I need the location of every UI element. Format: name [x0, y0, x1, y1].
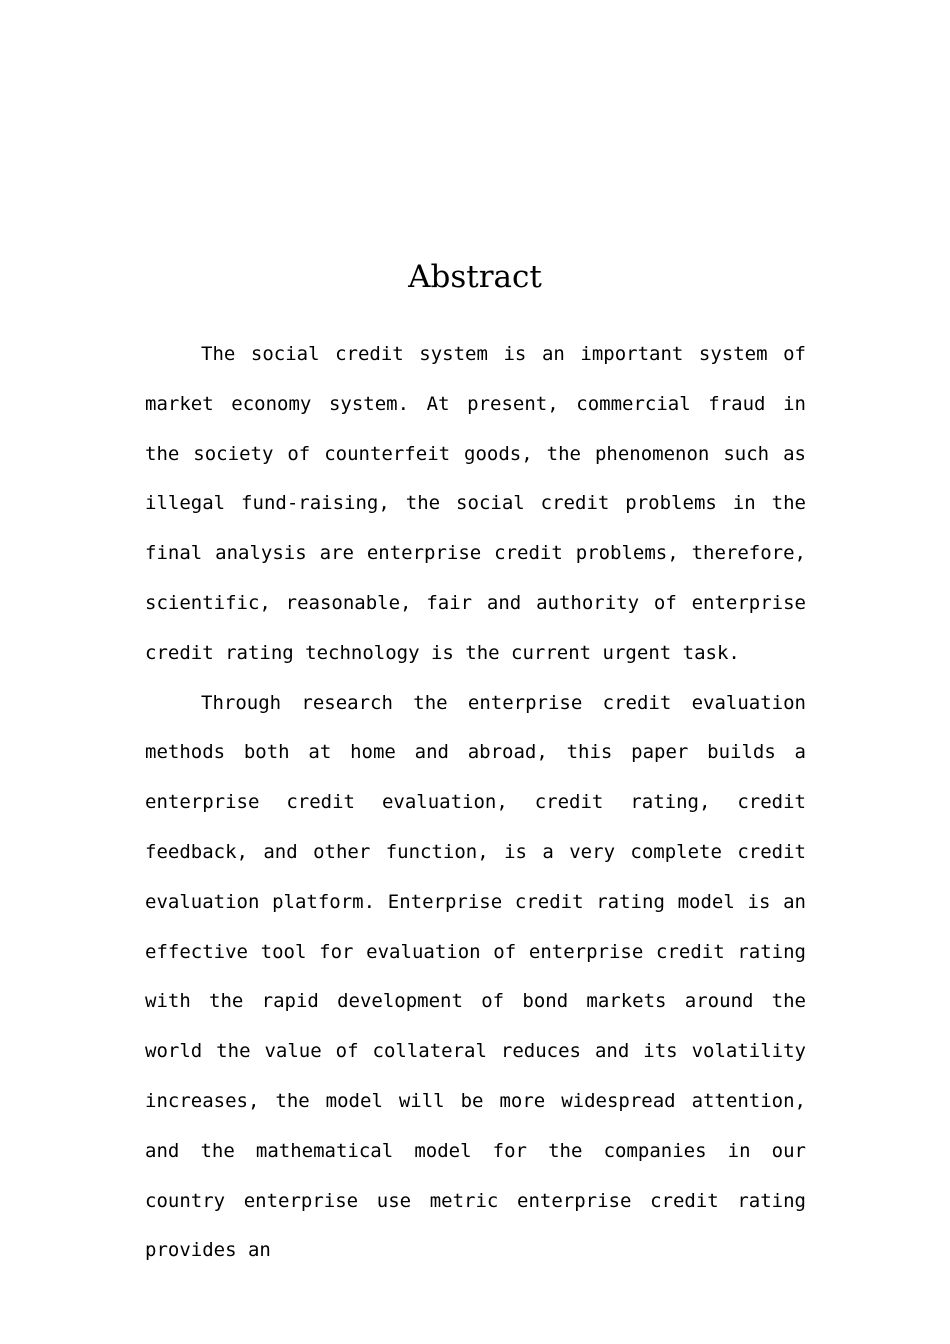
abstract-title: Abstract	[408, 259, 542, 295]
abstract-paragraph-1: The social credit system is an important system of market economy system. At present, commercial fraud in the society of counterfeit goods, the phenomenon such as illegal fund-raising, the social credit problems in the final analysis are enterprise credit problems, therefore, scientific, reasonable, fair and authority of enterprise credit rating technology is the current urgent task.	[145, 343, 806, 664]
abstract-body	[145, 330, 806, 1276]
abstract-paragraph-2: Through research the enterprise credit evaluation methods both at home and abroad, this paper builds a enterprise credit evaluation, credit rating, credit feedback, and other function, is a very complete credit evaluation platform. Enterprise credit rating model is an effective tool for evaluation of enterprise credit rating with the rapid development of bond markets around the world the value of collateral reduces and its volatility increases, the model will be more widespread attention, and the mathematical model for the companies in our country enterprise use metric enterprise credit rating provides an	[145, 691, 806, 1262]
